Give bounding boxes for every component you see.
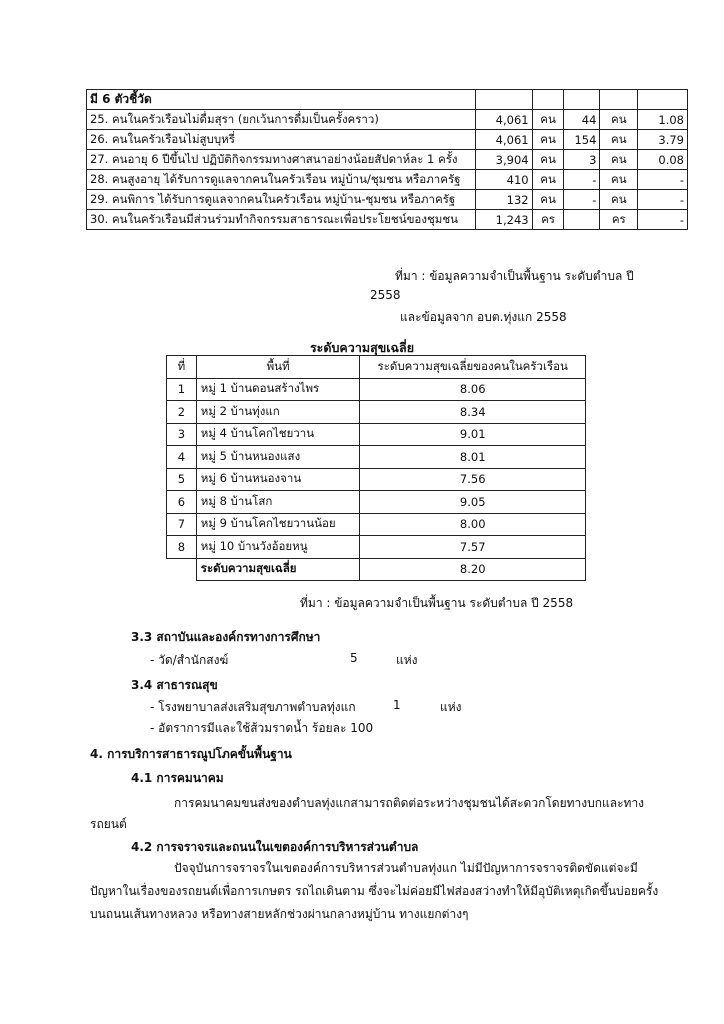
section4-sub2-heading: 4.2 การจราจรและถนนในเขตองค์การบริหารส่วนตำบล: [131, 840, 419, 854]
indicator-unit2: คน: [600, 110, 638, 130]
happiness-row: [167, 378, 586, 401]
indicator-unit1: คน: [532, 150, 564, 170]
indicator-total: 132: [475, 190, 532, 210]
health-item1-unit: แห่ง: [440, 700, 462, 714]
indicator-count: -: [564, 190, 600, 210]
indicator-count: -: [564, 170, 600, 190]
happiness-total-value: 8.20: [360, 558, 586, 581]
happiness-total-row: [167, 558, 586, 581]
happiness-area: หมู่ 10 บ้านวังอ้อยหนู: [196, 536, 360, 559]
indicator-row: [87, 190, 688, 210]
section4-sub1-line2: รถยนต์: [90, 817, 127, 831]
indicator-total: 4,061: [475, 110, 532, 130]
indicator-total: 4,061: [475, 130, 532, 150]
indicator-count: 3: [564, 150, 600, 170]
happiness-no: 6: [167, 491, 197, 514]
indicator-total: 1,243: [475, 210, 532, 230]
health-item2: - อัตราการมีและใช้ส้วมราดน้ำ ร้อยละ 100: [150, 721, 374, 735]
indicator-unit2: คน: [600, 150, 638, 170]
happiness-area: หมู่ 9 บ้านโคกไชยวานน้อย: [196, 513, 360, 536]
happiness-no: 1: [167, 378, 197, 401]
indicator-unit1: คร: [532, 210, 564, 230]
indicator-table: [86, 89, 688, 230]
education-item-label: - วัด/สำนักสงฆ์: [150, 653, 229, 667]
header-area: พื้นที่: [196, 356, 360, 379]
indicator-pct: -: [638, 210, 688, 230]
happiness-row: [167, 536, 586, 559]
indicator-source-line3: และข้อมูลจาก อบต.ทุ่งแก 2558: [400, 310, 567, 324]
happiness-row: [167, 468, 586, 491]
indicator-source-line2: 2558: [370, 288, 401, 302]
happiness-no: 3: [167, 423, 197, 446]
section4-sub1-heading: 4.1 การคมนาคม: [131, 771, 224, 785]
indicator-row: [87, 170, 688, 190]
section4-sub2-line1: ปัจจุบันการจราจรในเขตองค์การบริหารส่วนตำบลทุ่งแก ไม่มีปัญหาการจราจรติดขัดแต่จะมี: [174, 861, 638, 875]
indicator-pct: -: [638, 170, 688, 190]
happiness-area: หมู่ 4 บ้านโคกไชยวาน: [196, 423, 360, 446]
indicator-pct: 3.79: [638, 130, 688, 150]
indicator-count: 154: [564, 130, 600, 150]
indicator-unit2: คน: [600, 190, 638, 210]
indicator-unit1: คน: [532, 130, 564, 150]
indicator-row: [87, 110, 688, 130]
indicator-group-row: [87, 90, 688, 110]
indicator-label: 25. คนในครัวเรือนไม่ดื่มสุรา (ยกเว้นการดื่มเป็นครั้งคราว): [87, 110, 476, 130]
happiness-row: [167, 401, 586, 424]
happiness-no: 8: [167, 536, 197, 559]
indicator-label: 28. คนสูงอายุ ได้รับการดูแลจากคนในครัวเรือน หมู่บ้าน/ชุมชน หรือภาครัฐ: [87, 170, 476, 190]
happiness-level: 8.34: [360, 401, 586, 424]
happiness-level: 9.05: [360, 491, 586, 514]
happiness-title: ระดับความสุขเฉลี่ย: [309, 340, 415, 355]
happiness-source: ที่มา : ข้อมูลความจำเป็นพื้นฐาน ระดับตำบล ปี 2558: [300, 596, 574, 610]
happiness-no: 5: [167, 468, 197, 491]
section4-heading: 4. การบริการสาธารณูปโภคขั้นพื้นฐาน: [90, 747, 292, 761]
indicator-label: 30. คนในครัวเรือนมีส่วนร่วมทำกิจกรรมสาธารณะเพื่อประโยชน์ของชุมชน: [87, 210, 476, 230]
header-level: ระดับความสุขเฉลี่ยของคนในครัวเรือน: [360, 356, 586, 379]
education-item-unit: แห่ง: [396, 653, 418, 667]
indicator-label: 26. คนในครัวเรือนไม่สูบบุหรี่: [87, 130, 476, 150]
indicator-unit2: คน: [600, 170, 638, 190]
health-item1-label: - โรงพยาบาลส่งเสริมสุขภาพตำบลทุ่งแก: [150, 700, 356, 714]
indicator-group-header: มี 6 ตัวชี้วัด: [87, 90, 476, 110]
happiness-area: หมู่ 6 บ้านหนองจาน: [196, 468, 360, 491]
happiness-table: [166, 355, 586, 581]
happiness-area: หมู่ 1 บ้านดอนสร้างไพร: [196, 378, 360, 401]
indicator-label: 27. คนอายุ 6 ปีขึ้นไป ปฏิบัติกิจกรรมทางศาสนาอย่างน้อยสัปดาห์ละ 1 ครั้ง: [87, 150, 476, 170]
section4-sub2-line3: บนถนนเส้นทางหลวง หรือทางสายหลักช่วงผ่านกลางหมู่บ้าน ทางแยกต่างๆ: [90, 907, 469, 921]
indicator-label: 29. คนพิการ ได้รับการดูแลจากคนในครัวเรือน หมู่บ้าน-ชุมชน หรือภาครัฐ: [87, 190, 476, 210]
indicator-row: [87, 130, 688, 150]
indicator-unit1: คน: [532, 110, 564, 130]
education-item-count: 5: [350, 651, 358, 665]
indicator-row: [87, 210, 688, 230]
indicator-count: [564, 210, 600, 230]
indicator-pct: 1.08: [638, 110, 688, 130]
happiness-row: [167, 423, 586, 446]
happiness-level: 9.01: [360, 423, 586, 446]
header-no: ที่: [167, 356, 197, 379]
happiness-level: 8.00: [360, 513, 586, 536]
indicator-unit2: คร: [600, 210, 638, 230]
health-heading: 3.4 สาธารณสุข: [131, 678, 218, 692]
happiness-no: 7: [167, 513, 197, 536]
happiness-no: 2: [167, 401, 197, 424]
happiness-area: หมู่ 2 บ้านทุ่งแก: [196, 401, 360, 424]
happiness-level: 7.57: [360, 536, 586, 559]
indicator-unit2: คน: [600, 130, 638, 150]
indicator-source-line1: ที่มา : ข้อมูลความจำเป็นพื้นฐาน ระดับตำบล ปี: [395, 269, 634, 283]
happiness-level: 8.06: [360, 378, 586, 401]
happiness-area: หมู่ 8 บ้านโสก: [196, 491, 360, 514]
happiness-area: หมู่ 5 บ้านหนองแสง: [196, 446, 360, 469]
indicator-pct: 0.08: [638, 150, 688, 170]
indicator-count: 44: [564, 110, 600, 130]
indicator-unit1: คน: [532, 190, 564, 210]
section4-sub2-line2: ปัญหาในเรื่องของรถยนต์เพื่อการเกษตร รถไถเดินตาม ซึ่งจะไม่ค่อยมีไฟส่องสว่างทำให้มีอุบัติเหตุเกิดขึ้นบ่อยครั้ง: [90, 884, 659, 898]
section4-sub1-line1: การคมนาคมขนส่งของตำบลทุ่งแกสามารถติดต่อระหว่างชุมชนได้สะดวกโดยทางบกและทาง: [174, 796, 645, 810]
happiness-no: 4: [167, 446, 197, 469]
indicator-total: 3,904: [475, 150, 532, 170]
education-heading: 3.3 สถาบันและองค์กรทางการศึกษา: [131, 630, 321, 644]
happiness-row: [167, 491, 586, 514]
happiness-level: 8.01: [360, 446, 586, 469]
health-item1-count: 1: [393, 698, 401, 712]
happiness-total-label: ระดับความสุขเฉลี่ย: [196, 558, 360, 581]
happiness-row: [167, 446, 586, 469]
indicator-total: 410: [475, 170, 532, 190]
happiness-row: [167, 513, 586, 536]
indicator-pct: -: [638, 190, 688, 210]
indicator-row: [87, 150, 688, 170]
indicator-unit1: คน: [532, 170, 564, 190]
happiness-level: 7.56: [360, 468, 586, 491]
happiness-header-row: [167, 356, 586, 379]
